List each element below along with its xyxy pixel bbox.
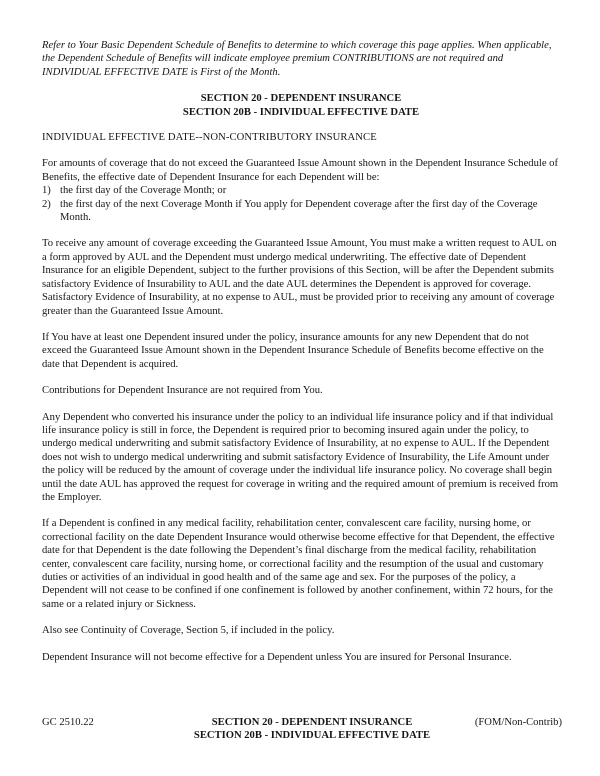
list-item (42, 198, 560, 225)
paragraph-new-dependent: If You have at least one Dependent insured under the policy, insurance amounts for any new Dependent that do not exceed the Guaranteed Issue Amount shown in the Dependent Insurance Schedule of Benefits become effective on the date that Dependent is acquired. (42, 331, 544, 370)
list-item-text: the first day of the Coverage Month; or (60, 185, 227, 197)
list-item-marker: 2) (42, 198, 51, 210)
list-item-marker: 1) (42, 185, 51, 197)
paragraph-contributions: Contributions for Dependent Insurance are not required from You. (42, 385, 323, 397)
subheading: INDIVIDUAL EFFECTIVE DATE--NON-CONTRIBUTORY INSURANCE (42, 132, 377, 144)
section-heading (42, 92, 560, 119)
paragraph-continuity: Also see Continuity of Coverage, Section 5, if included in the policy. (42, 625, 335, 637)
paragraph-medical-underwriting: To receive any amount of coverage exceeding the Guaranteed Issue Amount, You must make a written request to AUL on a form approved by AUL and the Dependent must undergo medical underwriting. The effective date of Dependent Insurance for an eligible Dependent, subject to the further provisions of this Section, will be after the Dependent submits satisfactory Evidence of Insurability to AUL and the date AUL determines the Dependent is approved for coverage. Satisfactory Evidence of Insurability, at no expense to AUL, must be provided prior to receiving any amount of coverage greater than the Guaranteed Issue Amount. (42, 238, 557, 317)
footer-form-type: (FOM/Non-Contrib) (474, 717, 562, 728)
paragraph-personal-insurance: Dependent Insurance will not become effective for a Dependent unless You are insured for Personal Insurance. (42, 651, 512, 663)
numbered-list (42, 184, 560, 224)
list-item-text: the first day of the next Coverage Month if You apply for Dependent coverage after the first day of the Coverage Month. (60, 198, 538, 224)
paragraph-confinement: If a Dependent is confined in any medical facility, rehabilitation center, convalescent care facility, nursing home, or correctional facility on the date Dependent Insurance would otherwise become effective for that Dependent, the effective date for that Dependent is the date following the Dependent’s final discharge from the medical facility, rehabilitation center, convalescent care facility, nursing home, or correctional facility and the resumption of the usual and customary duties or activities of an individual in good health and of the same age and sex. For the purposes of the policy, a Dependent will not cease to be confined if one confinement is followed by another confinement, within 72 hours, for the same or a related injury or Sickness. (42, 518, 555, 610)
section-heading-line1: SECTION 20 - DEPENDENT INSURANCE (200, 93, 402, 105)
section-heading-line2: SECTION 20B - INDIVIDUAL EFFECTIVE DATE (182, 106, 420, 118)
footer-title-line1: SECTION 20 - DEPENDENT INSURANCE (211, 717, 413, 728)
lead-paragraph: For amounts of coverage that do not exceed the Guaranteed Issue Amount shown in the Dependent Insurance Schedule of Benefits, the effective date of Dependent Insurance for each Dependent will be: (42, 158, 558, 183)
form-code: GC 2510.22 (42, 717, 94, 728)
footer-title-line2: SECTION 20B - INDIVIDUAL EFFECTIVE DATE (193, 730, 431, 742)
intro-note: Refer to Your Basic Dependent Schedule of Benefits to determine to which coverage this page applies. When applicable, the Dependent Schedule of Benefits will indicate employee premium CONTRIBUTIONS are not required and INDIVIDUAL EFFECTIVE DATE is First of the Month. (42, 40, 552, 78)
page-footer (42, 716, 562, 743)
paragraph-converted-insurance: Any Dependent who converted his insurance under the policy to an individual life insurance policy and if that individual life insurance policy is still in force, the Dependent is required prior to becoming insured again under the policy, to undergo medical underwriting and submit satisfactory Evidence of Insurability, at no expense to AUL. If the Dependent does not wish to undergo medical underwriting and submit satisfactory Evidence of Insurability, the Life Amount under the policy will be reduced by the amount of coverage under the individual life insurance policy. No coverage shall begin until the date AUL has approved the request for coverage in writing and the required amount of premium is received from the Employer. (42, 411, 559, 503)
footer-title (162, 716, 462, 743)
list-item (42, 184, 560, 197)
